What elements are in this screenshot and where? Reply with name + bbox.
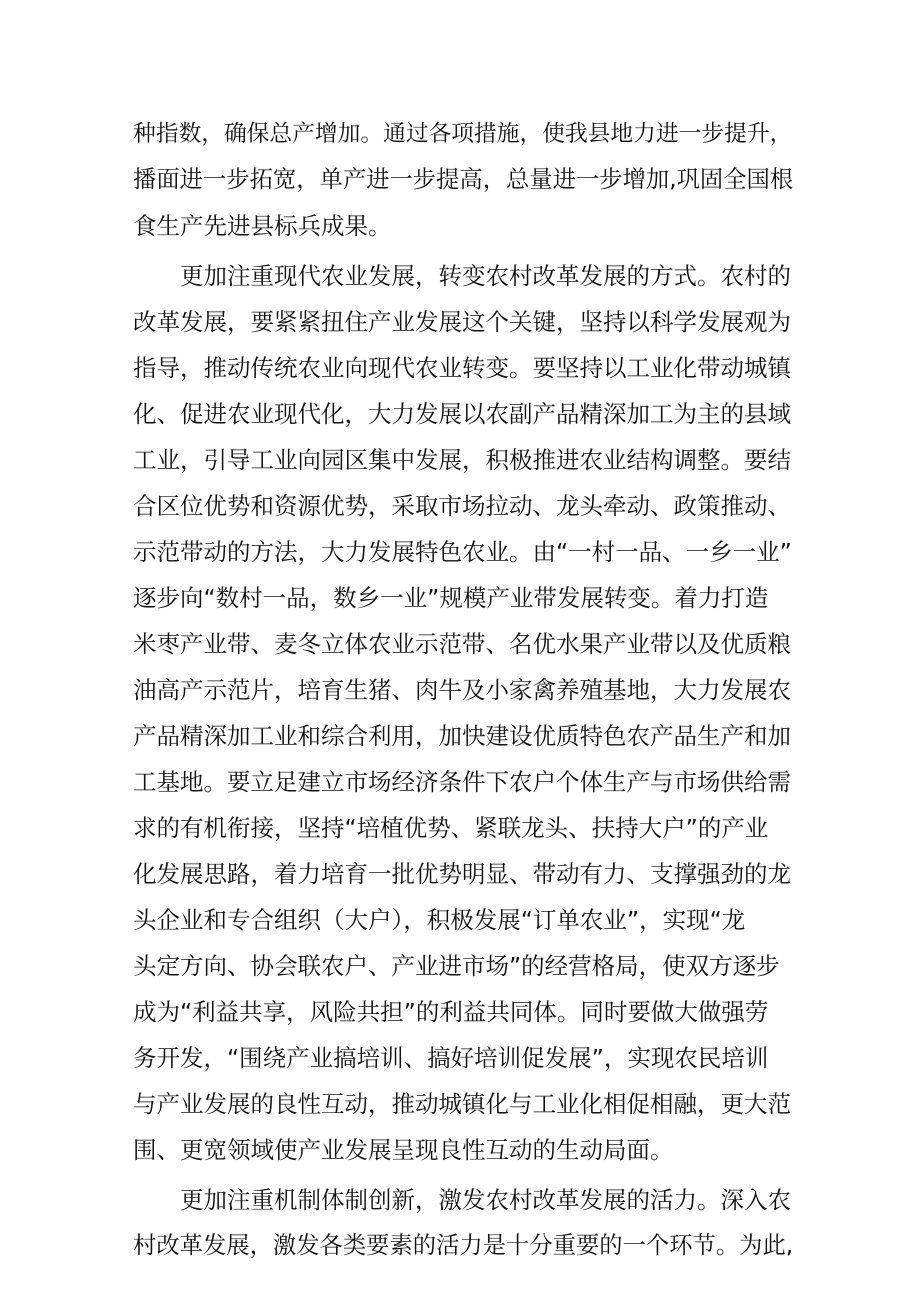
- text-line: 米枣产业带、麦冬立体农业示范带、名优水果产业带以及优质粮: [133, 630, 791, 658]
- text-line: 工基地。要立足建立市场经济条件下农户个体生产与市场供给需: [133, 768, 791, 796]
- text-line: 更加注重机制体制创新，激发农村改革发展的活力。深入农: [180, 1186, 791, 1214]
- text-line: 合区位优势和资源优势，采取市场拉动、龙头牵动、政策推动、: [133, 492, 791, 520]
- text-line: 围、更宽领域使产业发展呈现良性互动的生动局面。: [133, 1136, 674, 1164]
- text-line: 油高产示范片，培育生猪、肉牛及小家禽养殖基地，大力发展农: [133, 676, 791, 704]
- paragraph-3: [133, 1177, 793, 1269]
- text-line: 指导，推动传统农业向现代农业转变。要坚持以工业化带动城镇: [133, 354, 791, 382]
- text-line: 工业，引导工业向园区集中发展，积极推进农业结构调整。要结: [133, 446, 791, 474]
- text-line: 逐步向“数村一品，数乡一业”规模产业带发展转变。着力打造: [133, 584, 769, 612]
- text-line: 化、促进农业现代化，大力发展以农副产品精深加工为主的县域: [133, 400, 791, 428]
- text-line: 播面进一步拓宽，单产进一步提高，总量进一步增加,巩固全国根: [133, 166, 794, 193]
- text-line: 村改革发展，激发各类要素的活力是十分重要的一个环节。为此,: [133, 1232, 794, 1259]
- text-line: 成为“利益共享，风险共担”的利益共同体。同时要做大做强劳: [133, 998, 769, 1026]
- text-line: 求的有机衔接，坚持“培植优势、紧联龙头、扶持大户”的产业: [133, 814, 769, 842]
- text-line: 头定方向、协会联农户、产业进市场”的经营格局，使双方逐步: [133, 952, 780, 980]
- text-line: 产品精深加工业和综合利用，加快建设优质特色农产品生产和加: [133, 722, 791, 750]
- text-line: 种指数，确保总产增加。通过各项措施，使我县地力进一步提升，: [133, 121, 793, 147]
- text-line: 与产业发展的良性互动，推动城镇化与工业化相促相融，更大范: [133, 1090, 791, 1118]
- paragraph-2: [133, 253, 793, 1173]
- text-line: 务开发，“围绕产业搞培训、搞好培训促发展”，实现农民培训: [133, 1044, 769, 1072]
- text-line: 改革发展，要紧紧扭住产业发展这个关键，坚持以科学发展观为: [133, 308, 791, 336]
- text-line: 食生产先进县标兵成果。: [133, 212, 392, 240]
- text-line: 化发展思路，着力培育一批优势明显、带动有力、支撑强劲的龙: [133, 860, 791, 888]
- text-line: 示范带动的方法，大力发展特色农业。由“一村一品、一乡一业”: [133, 538, 792, 566]
- document-body: [133, 111, 793, 1269]
- text-line: 更加注重现代农业发展，转变农村改革发展的方式。农村的: [180, 262, 791, 290]
- paragraph-1: [133, 111, 793, 249]
- text-line: 头企业和专合组织（大户），积极发展“订单农业”，实现“龙: [133, 906, 746, 934]
